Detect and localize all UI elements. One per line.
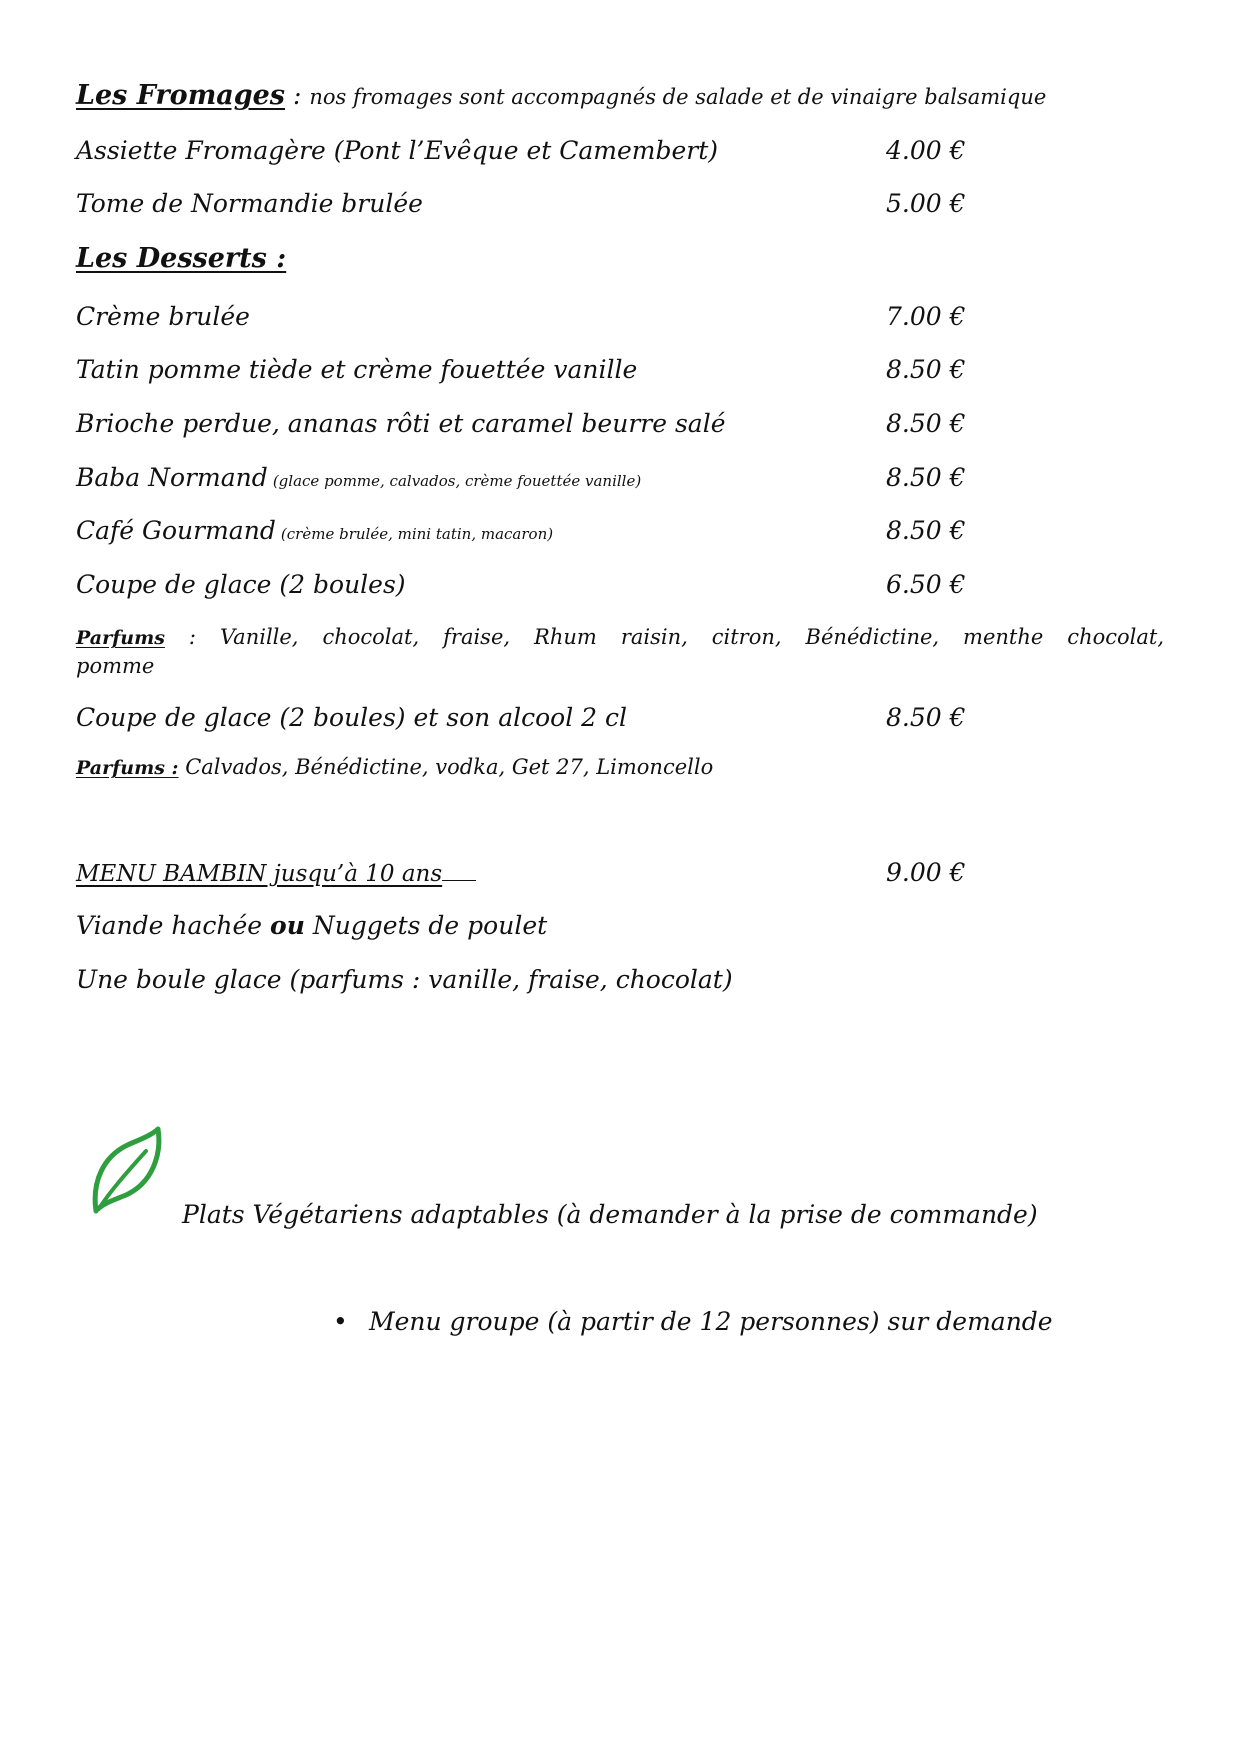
- bambin-line-1: [76, 911, 547, 940]
- parfums-text: Calvados, Bénédictine, vodka, Get 27, Limoncello: [178, 755, 714, 779]
- fromage-item-price: 4.00 €: [886, 136, 966, 165]
- dessert-item-price: 8.50 €: [886, 516, 966, 545]
- leaf-icon: [90, 1125, 164, 1221]
- dessert-item-price: 8.50 €: [886, 355, 966, 384]
- bambin-line-1a: Viande hachée: [76, 911, 271, 940]
- dessert-item-name: Coupe de glace (2 boules) et son alcool 2 cl: [76, 703, 628, 732]
- bambin-title: MENU BAMBIN jusqu’à 10 ans: [76, 861, 443, 887]
- bambin-title-line: [76, 858, 476, 887]
- dessert-item-price: 8.50 €: [886, 463, 966, 492]
- dessert-item-name: Crème brulée: [76, 302, 250, 331]
- vegetarian-note: Plats Végétariens adaptables (à demander à la prise de commande): [182, 1200, 1038, 1229]
- dessert-item-name: Coupe de glace (2 boules): [76, 570, 406, 599]
- dessert-item-price: 6.50 €: [886, 570, 966, 599]
- fromages-heading-line: [76, 80, 1046, 111]
- parfums-alcohol-list: [76, 755, 713, 779]
- parfums-label: Parfums: [76, 627, 165, 649]
- fromage-item-price: 5.00 €: [886, 189, 966, 218]
- fromage-item-name: Assiette Fromagère (Pont l’Evêque et Camembert): [76, 136, 719, 165]
- parfums-label: Parfums :: [76, 757, 179, 779]
- dessert-item: [76, 516, 553, 545]
- fromages-heading: Les Fromages: [76, 80, 286, 111]
- desserts-heading: Les Desserts :: [76, 243, 287, 274]
- bambin-underline: [442, 858, 476, 881]
- groupe-text: Menu groupe (à partir de 12 personnes) sur demande: [369, 1307, 1053, 1336]
- fromages-note: nos fromages sont accompagnés de salade et de vinaigre balsamique: [309, 85, 1047, 109]
- fromage-item-name: Tome de Normandie brulée: [76, 189, 423, 218]
- dessert-item-price: 7.00 €: [886, 302, 966, 331]
- groupe-item: [333, 1307, 1053, 1336]
- parfums-list-last: pomme: [76, 654, 155, 678]
- dessert-item-name: Brioche perdue, ananas rôti et caramel beurre salé: [76, 409, 726, 438]
- parfums-text: : Vanille, chocolat, fraise, Rhum raisin, citron, Bénédictine, menthe chocolat,: [164, 625, 1164, 649]
- bambin-or: ou: [270, 911, 305, 940]
- parfums-list: [76, 622, 1164, 654]
- dessert-item-name: Tatin pomme tiède et crème fouettée vanille: [76, 355, 638, 384]
- bambin-line-2: Une boule glace (parfums : vanille, fraise, chocolat): [76, 965, 733, 994]
- dessert-item-detail: (glace pomme, calvados, crème fouettée vanille): [272, 472, 642, 490]
- dessert-item-detail: (crème brulée, mini tatin, macaron): [280, 525, 554, 543]
- dessert-item-price: 8.50 €: [886, 703, 966, 732]
- dessert-item-name: Baba Normand: [76, 463, 268, 492]
- bambin-line-1b: Nuggets de poulet: [304, 911, 548, 940]
- fromages-colon: :: [285, 81, 310, 110]
- dessert-item: [76, 463, 641, 492]
- dessert-item-price: 8.50 €: [886, 409, 966, 438]
- bullet: •: [333, 1307, 348, 1336]
- bambin-price: 9.00 €: [886, 858, 966, 887]
- dessert-item-name: Café Gourmand: [76, 516, 276, 545]
